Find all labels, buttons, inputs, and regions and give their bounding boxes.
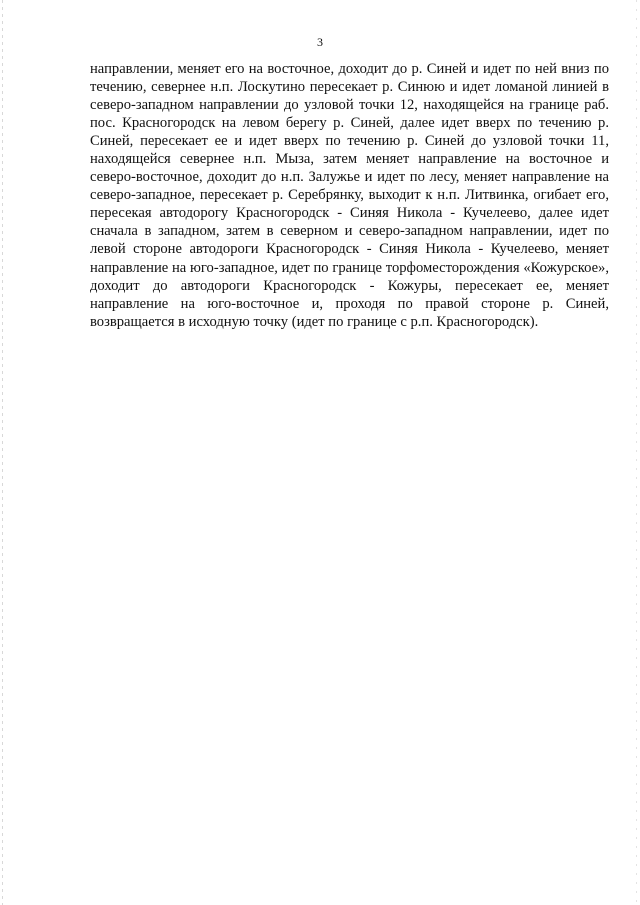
scan-edge-right (636, 0, 637, 905)
page-number: 3 (317, 35, 323, 49)
scan-edge-left (2, 0, 3, 905)
body-paragraph: направлении, меняет его на восточное, доходит до р. Синей и идет по ней вниз по течению, севернее н.п. Лоскутино пересекает р. Синюю и идет ломаной линией в северо-западном направлении до узловой точки 12, находящейся на границе раб. пос. Красногородск на левом берегу р. Синей, далее идет вверх по течению р. Синей, пересекает ее и идет вверх по течению р. Синей до узловой точки 11, находящейся севернее н.п. Мыза, затем меняет направление на восточное и северо-восточное, доходит до н.п. Залужье и идет по лесу, меняет направление на северо-западное, пересекает р. Серебрянку, выходит к н.п. Литвинка, огибает его, пересекая автодорогу Красногородск - Синяя Никола - Кучелеево, далее идет сначала в западном, затем в северном и северо-западном направлении, идет по левой стороне автодороги Красногородск - Синяя Никола - Кучелеево, меняет направление на юго-западное, идет по границе торфоместорождения «Кожурское», доходит до автодороги Красногородск - Кожуры, пересекает ее, меняет направление на юго-восточное и, проходя по правой стороне р. Синей, возвращается в исходную точку (идет по границе с р.п. Красногородск). (90, 61, 609, 330)
